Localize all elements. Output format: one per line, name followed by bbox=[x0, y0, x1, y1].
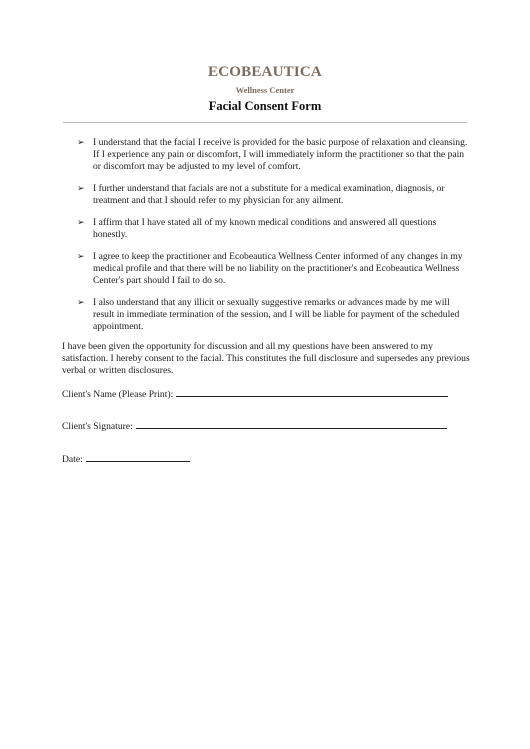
statement-item bbox=[77, 251, 472, 287]
date-label: Date: bbox=[62, 454, 83, 465]
right-arrowhead-icon: ➢ bbox=[77, 298, 85, 308]
statement-text: I affirm that I have stated all of my known medical conditions and answered all questions honestly. bbox=[93, 217, 437, 240]
client-name-field bbox=[62, 387, 448, 401]
statement-item bbox=[77, 137, 472, 173]
statement-item bbox=[77, 297, 472, 333]
brand-subtitle: Wellness Center bbox=[235, 85, 295, 95]
brand-name: ECOBEAUTICA bbox=[208, 64, 322, 80]
header-divider bbox=[63, 122, 467, 123]
statement-item bbox=[77, 217, 472, 241]
client-signature-input-line[interactable] bbox=[136, 419, 447, 429]
right-arrowhead-icon: ➢ bbox=[77, 252, 85, 262]
date-input-line[interactable] bbox=[86, 452, 190, 462]
client-name-input-line[interactable] bbox=[176, 387, 448, 397]
form-title: Facial Consent Form bbox=[208, 99, 322, 113]
consent-statements bbox=[77, 137, 472, 343]
right-arrowhead-icon: ➢ bbox=[77, 138, 85, 148]
right-arrowhead-icon: ➢ bbox=[77, 218, 85, 228]
client-name-label: Client's Name (Please Print): bbox=[62, 389, 174, 400]
statement-item bbox=[77, 183, 472, 207]
client-signature-label: Client's Signature: bbox=[62, 421, 133, 432]
statement-text: I agree to keep the practitioner and Ecobeautica Wellness Center informed of any changes in my medical profile and that there will be no liability on the practitioner's and Ecobeautica Wellness Center's part should I fail to do so. bbox=[93, 251, 463, 286]
statement-text: I further understand that facials are not a substitute for a medical examination, diagnosis, or treatment and that I should refer to my physician for any ailment. bbox=[93, 183, 445, 206]
right-arrowhead-icon: ➢ bbox=[77, 184, 85, 194]
disclosure-paragraph: I have been given the opportunity for discussion and all my questions have been answered to my satisfaction. I hereby consent to the facial. This constitutes the full disclosure and supersedes any previous verbal or written disclosures. bbox=[62, 341, 470, 376]
statement-text: I understand that the facial I receive is provided for the basic purpose of relaxation and cleansing. If I experience any pain or discomfort, I will immediately inform the practitioner so that the pain or discomfort may be adjusted to my level of comfort. bbox=[93, 137, 468, 172]
date-field bbox=[62, 452, 190, 466]
client-signature-field bbox=[62, 419, 447, 433]
statement-text: I also understand that any illicit or sexually suggestive remarks or advances made by me will result in immediate termination of the session, and I will be liable for payment of the scheduled appointment. bbox=[93, 297, 460, 332]
